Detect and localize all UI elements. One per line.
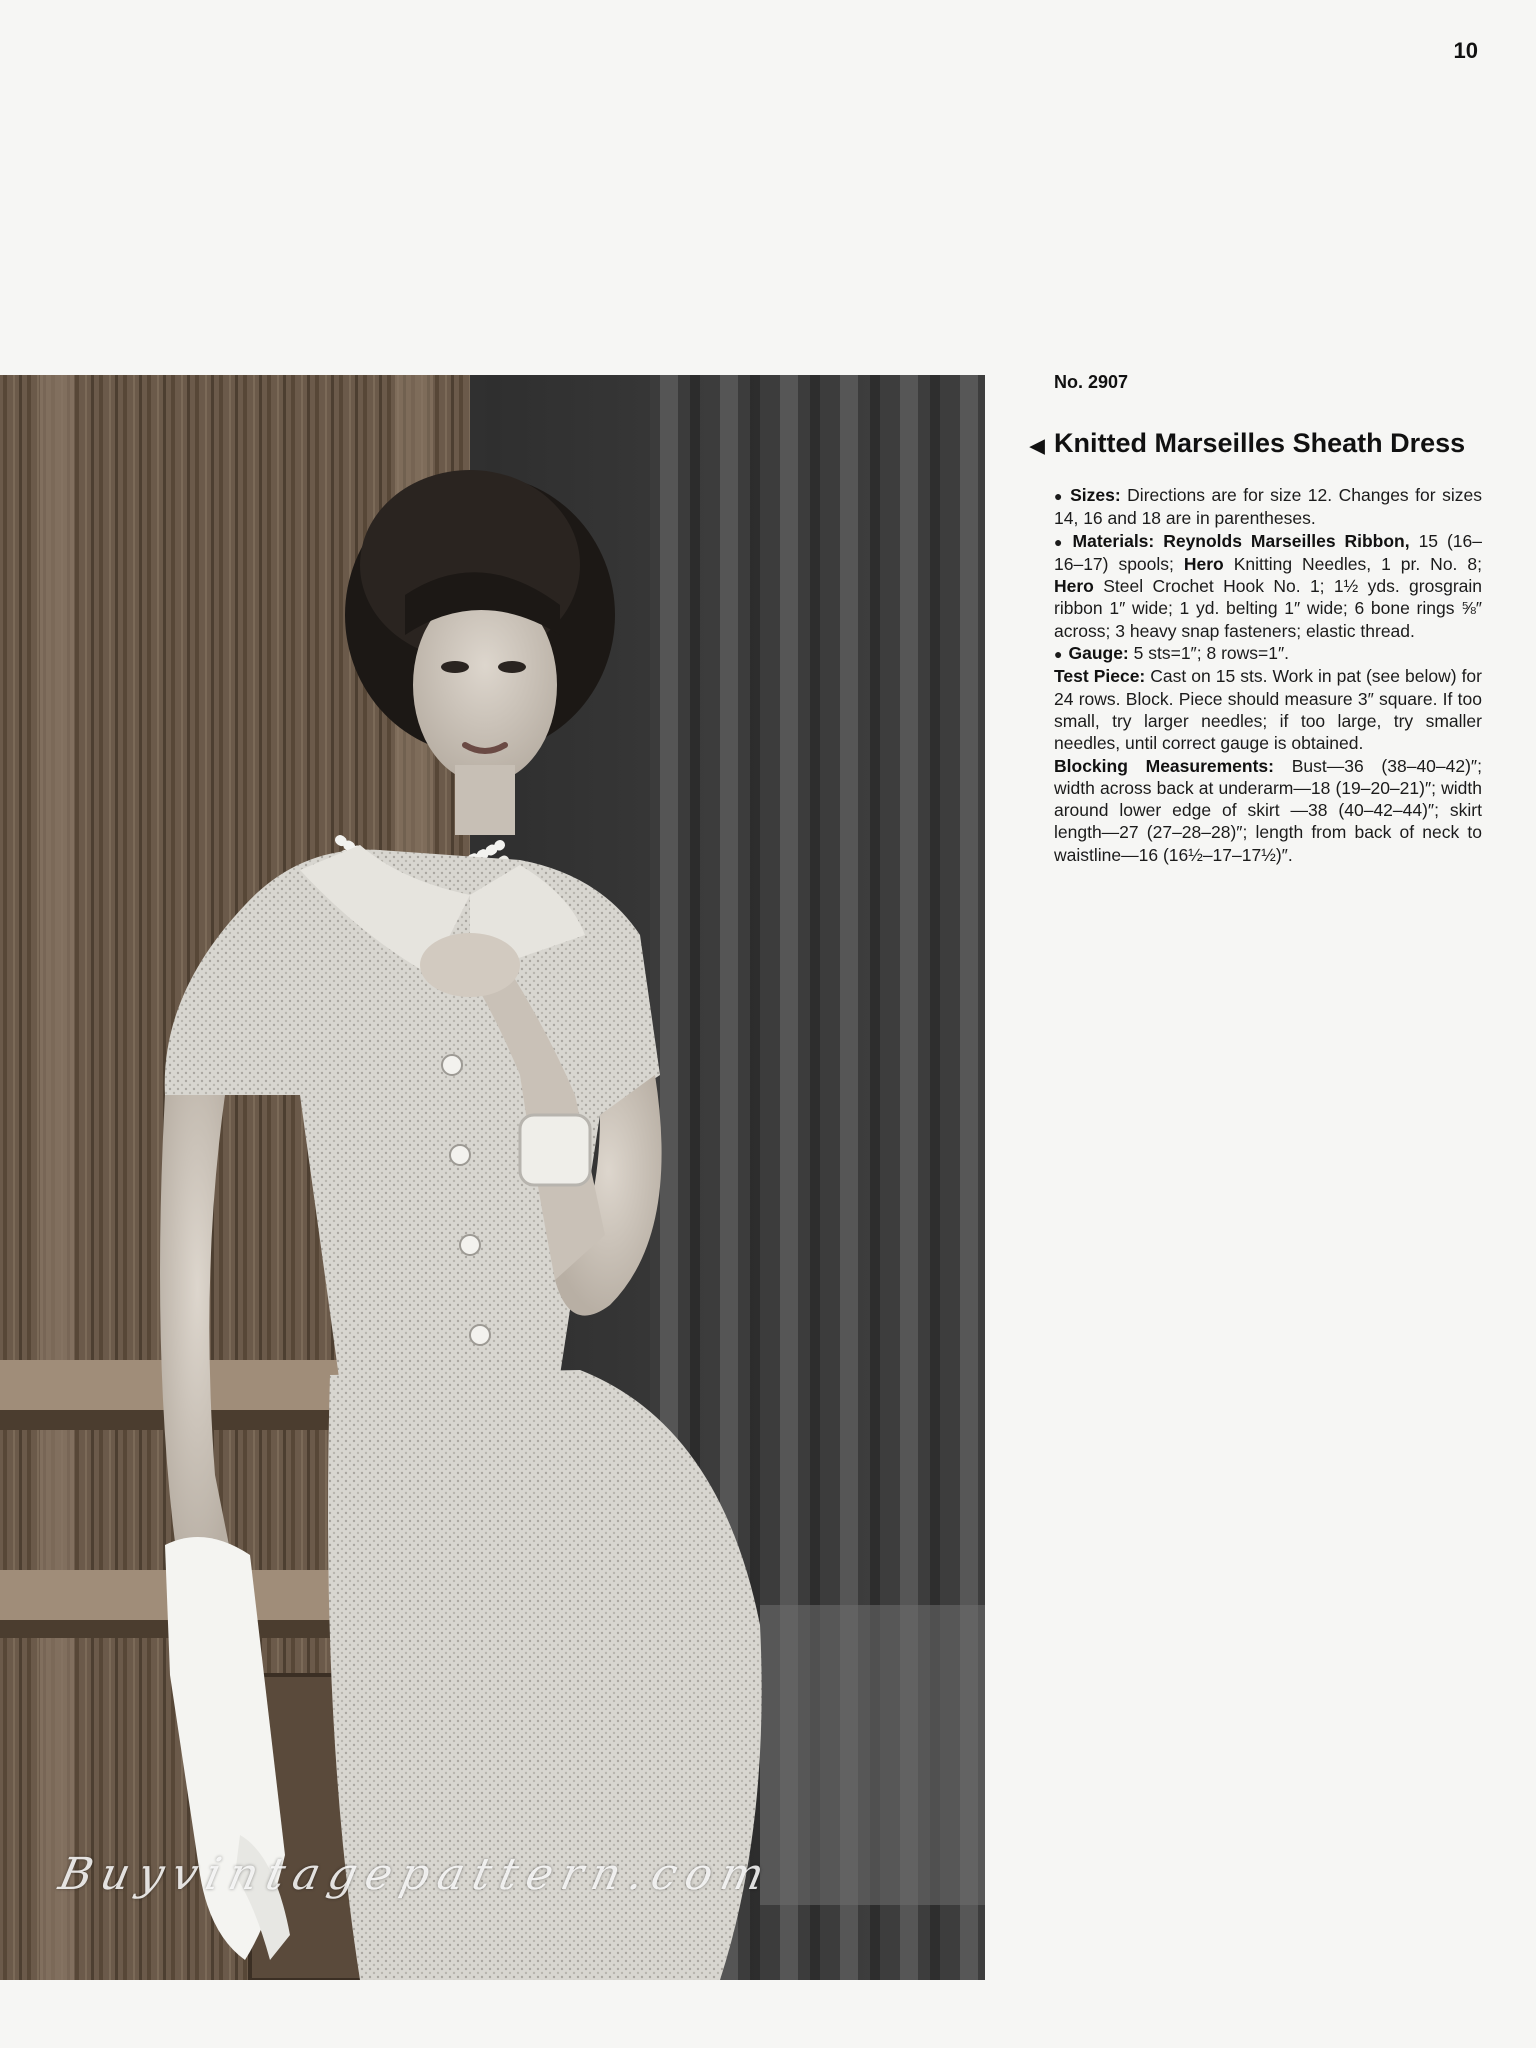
- materials-hero-1: Hero: [1183, 553, 1224, 574]
- floor-tile: [760, 1605, 985, 1905]
- materials-paragraph: [1054, 530, 1482, 642]
- bullet-icon: ●: [1054, 646, 1063, 663]
- materials-text-3: Steel Crochet Hook No. 1; 1½ yds. grosgrain ribbon 1″ wide; 1 yd. belting 1″ wide; 6 bone rings ⅝″ across; 3 heavy snap fasteners; elastic thread.: [1054, 576, 1482, 641]
- fashion-photo: [0, 375, 985, 1980]
- sizes-text: Directions are for size 12. Changes for sizes 14, 16 and 18 are in parentheses.: [1054, 485, 1482, 529]
- pattern-instructions: [1054, 484, 1482, 866]
- bullet-icon: ●: [1054, 533, 1067, 550]
- left-arrow-icon: ◀: [1030, 436, 1045, 457]
- pattern-number: No. 2907: [1054, 372, 1129, 392]
- blocking-paragraph: [1054, 755, 1482, 866]
- sizes-paragraph: [1054, 484, 1482, 530]
- pearl-bracelet: [520, 1115, 590, 1185]
- pattern-text-column: [1030, 372, 1482, 866]
- watermark: Buyvintagepattern.com: [54, 1849, 778, 1900]
- test-piece-text: Cast on 15 sts. Work in pat (see below) for 24 rows. Block. Piece should measure 3″ square. If too small, try larger needles; if too large, try smaller needles, until correct gauge is obtained.: [1054, 666, 1482, 754]
- test-piece-label: Test Piece:: [1054, 666, 1146, 687]
- materials-hero-2: Hero: [1054, 576, 1094, 597]
- pattern-title-text: Knitted Marseilles Sheath Dress: [1054, 428, 1466, 458]
- pattern-title: [1030, 427, 1482, 460]
- page-number: 10: [1453, 38, 1478, 63]
- materials-text-2: Knitting Needles, 1 pr. No. 8;: [1233, 553, 1482, 574]
- photo-illustration: [0, 375, 985, 1980]
- bullet-icon: ●: [1054, 488, 1065, 504]
- materials-ribbon: Reynolds Marseilles Ribbon,: [1163, 530, 1410, 551]
- test-piece-paragraph: [1054, 665, 1482, 754]
- gauge-paragraph: [1054, 642, 1482, 665]
- blocking-text: Bust—36 (38–40–42)″; width across back at underarm—18 (19–20–21)″; width around lower edge of skirt —38 (40–42–44)″; skirt length—27 (27–28–28)″; length from back of neck to waistline—16 (16½–17–17½)″.: [1054, 755, 1482, 865]
- sizes-label: Sizes:: [1070, 485, 1121, 505]
- hand: [420, 933, 520, 997]
- materials-label: Materials:: [1072, 530, 1155, 551]
- blocking-label: Blocking Measurements:: [1054, 755, 1274, 776]
- gauge-label: Gauge:: [1068, 643, 1129, 664]
- gauge-text: 5 sts=1″; 8 rows=1″.: [1133, 643, 1290, 664]
- materials-text-1: 15 (16–16–17) spools;: [1054, 530, 1482, 574]
